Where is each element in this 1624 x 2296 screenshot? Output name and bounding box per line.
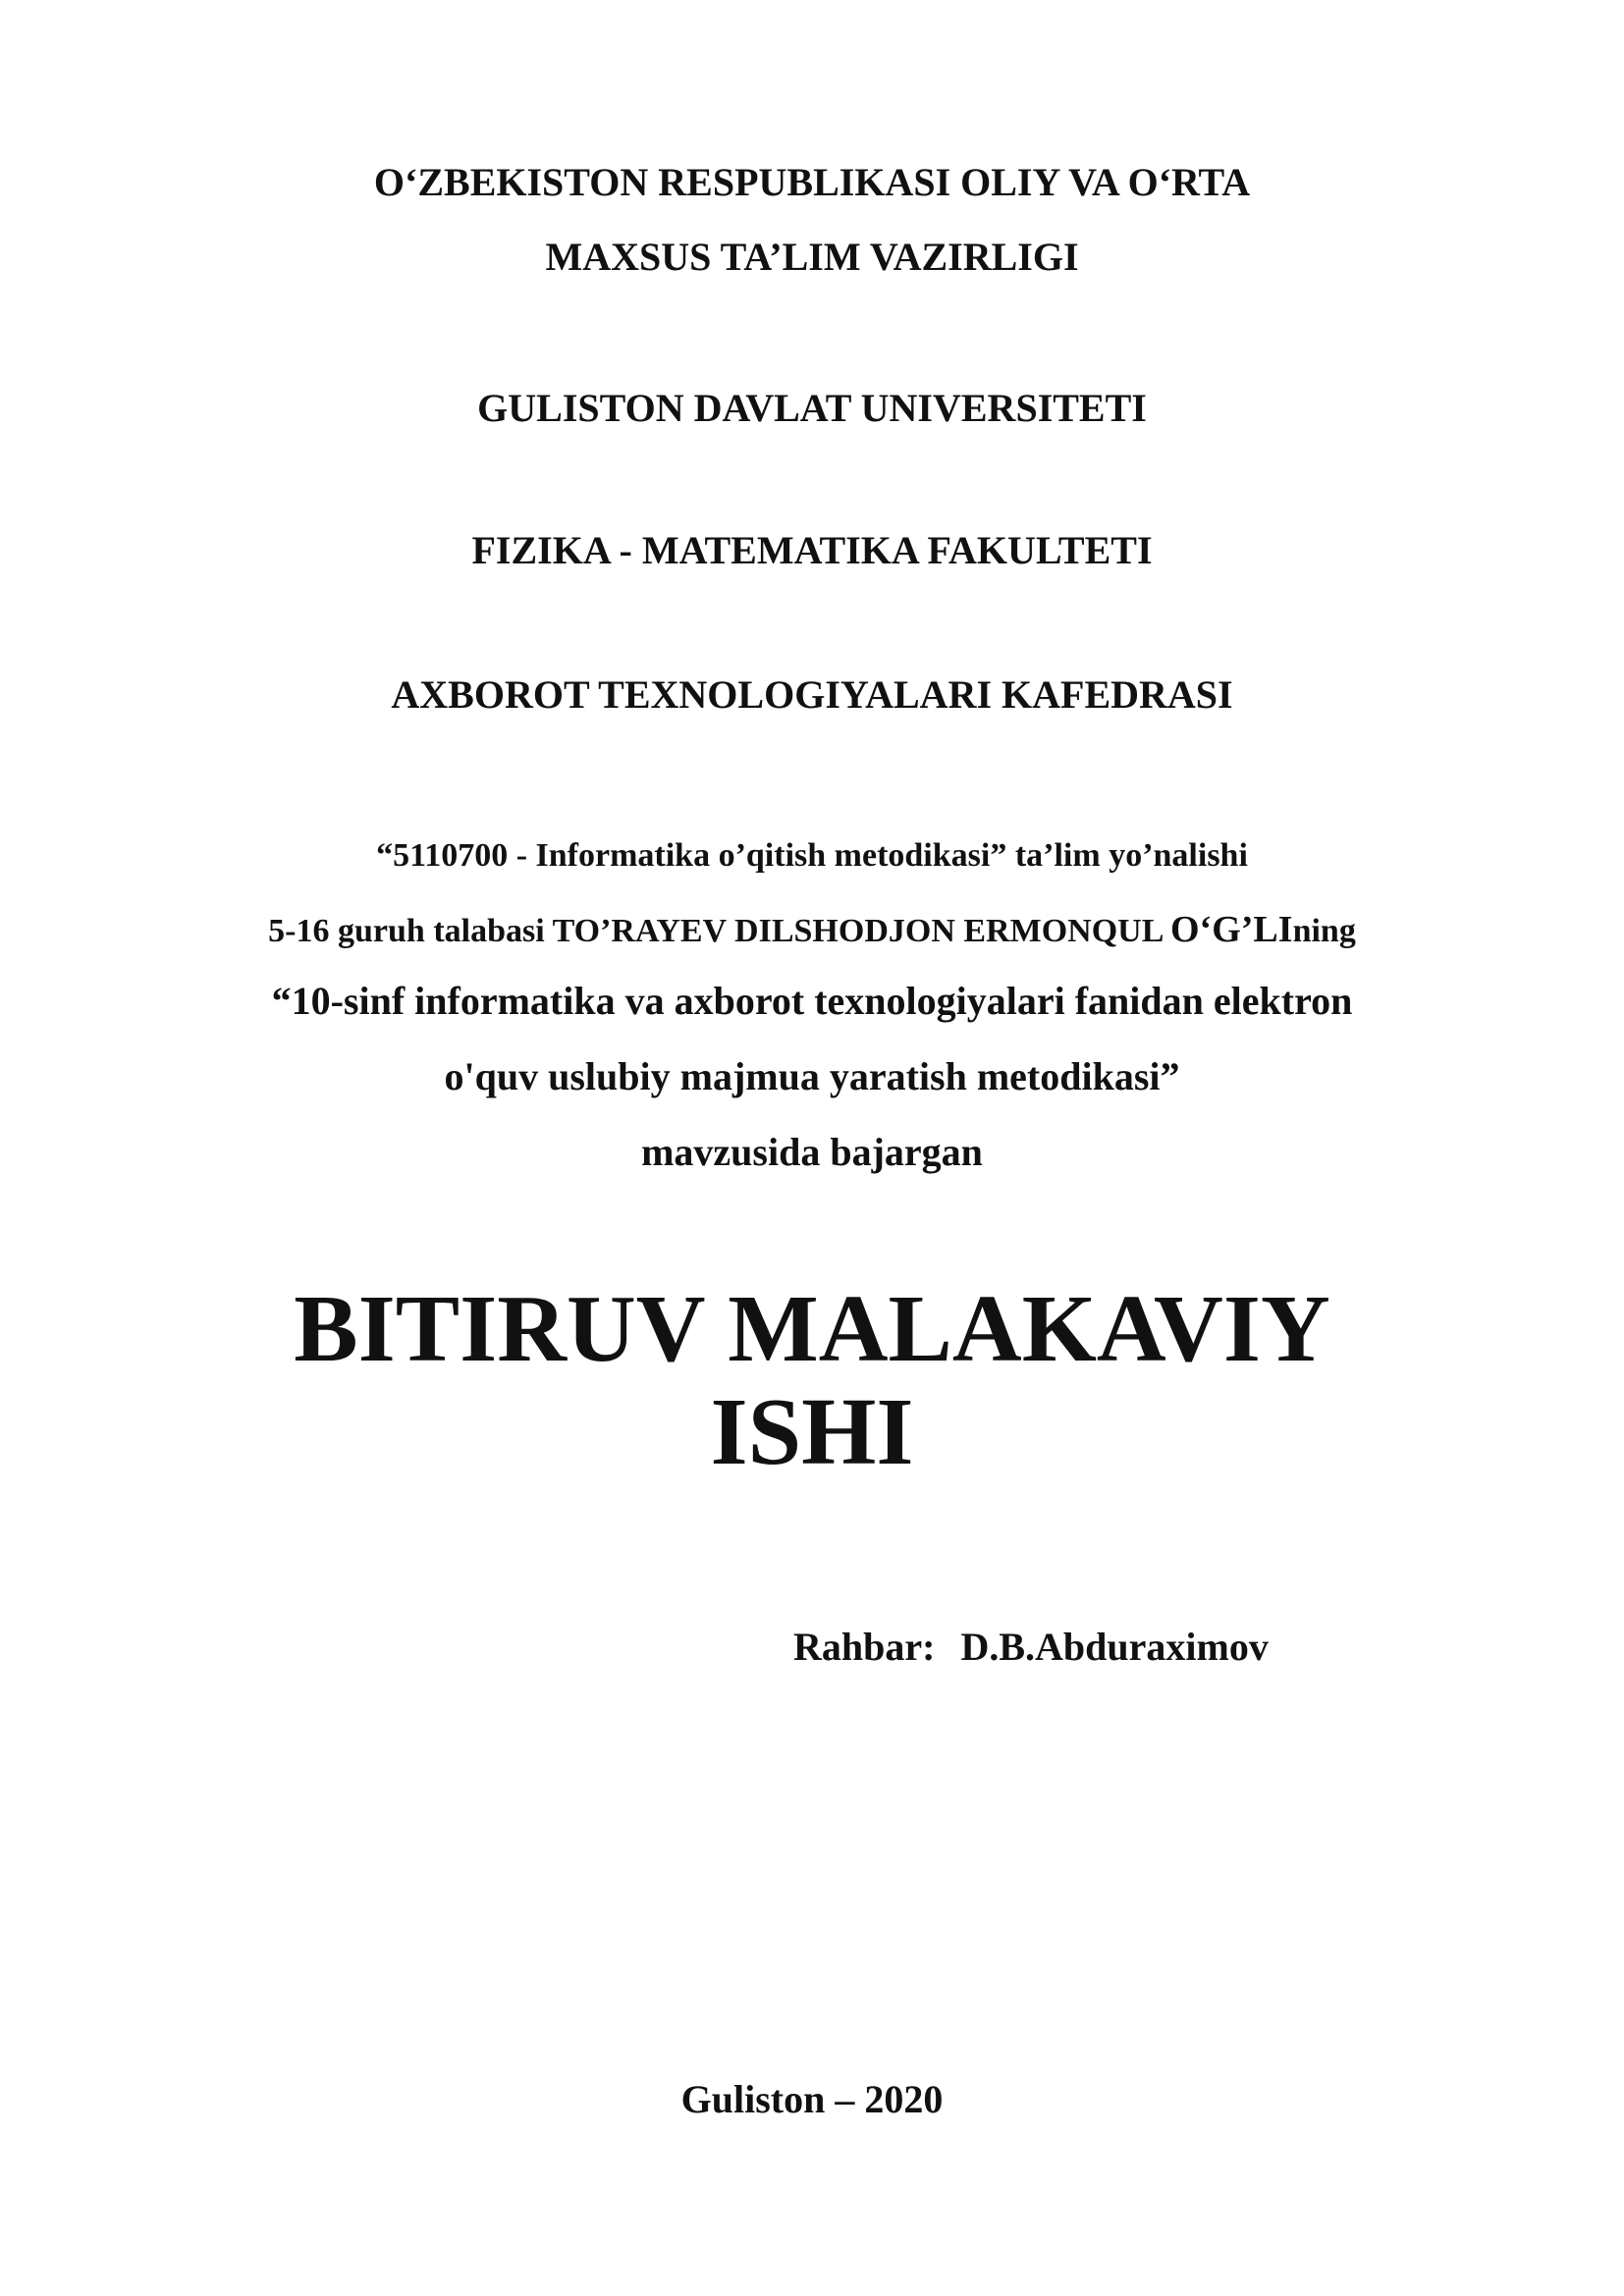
supervisor bbox=[793, 1625, 1269, 1669]
supervisor-name: D.B.Abduraximov bbox=[960, 1625, 1269, 1669]
faculty-name: FIZIKA - MATEMATIKA FAKULTETI bbox=[471, 528, 1153, 572]
work-type-line-1: BITIRUV MALAKAVIY bbox=[294, 1276, 1330, 1382]
ministry-line-2: MAXSUS TA’LIM VAZIRLIGI bbox=[545, 235, 1079, 279]
topic-line-1: “10-sinf informatika va axborot texnologiyalari fanidan elektron bbox=[271, 979, 1353, 1023]
student-patronymic: O‘G’LI bbox=[1170, 909, 1293, 950]
university-name: GULISTON DAVLAT UNIVERSITETI bbox=[477, 386, 1147, 430]
student-prefix: 5-16 guruh talabasi bbox=[268, 913, 553, 949]
student-name: TO’RAYEV DILSHODJON ERMONQUL bbox=[552, 913, 1170, 949]
study-direction: “5110700 - Informatika o’qitish metodikasi” ta’lim yo’nalishi bbox=[376, 837, 1248, 874]
student-suffix: ning bbox=[1292, 913, 1356, 949]
topic-line-2: o'quv uslubiy majmua yaratish metodikasi” bbox=[444, 1054, 1180, 1098]
student-line bbox=[0, 911, 1624, 948]
topic-line-3: mavzusida bajargan bbox=[641, 1130, 983, 1174]
place-and-year: Guliston – 2020 bbox=[680, 2077, 944, 2121]
ministry-line-1: O‘ZBEKISTON RESPUBLIKASI OLIY VA O‘RTA bbox=[373, 160, 1251, 204]
supervisor-label: Rahbar: bbox=[793, 1625, 936, 1669]
work-type-line-2: ISHI bbox=[710, 1379, 914, 1485]
department-name: AXBOROT TEXNOLOGIYALARI KAFEDRASI bbox=[391, 672, 1233, 717]
